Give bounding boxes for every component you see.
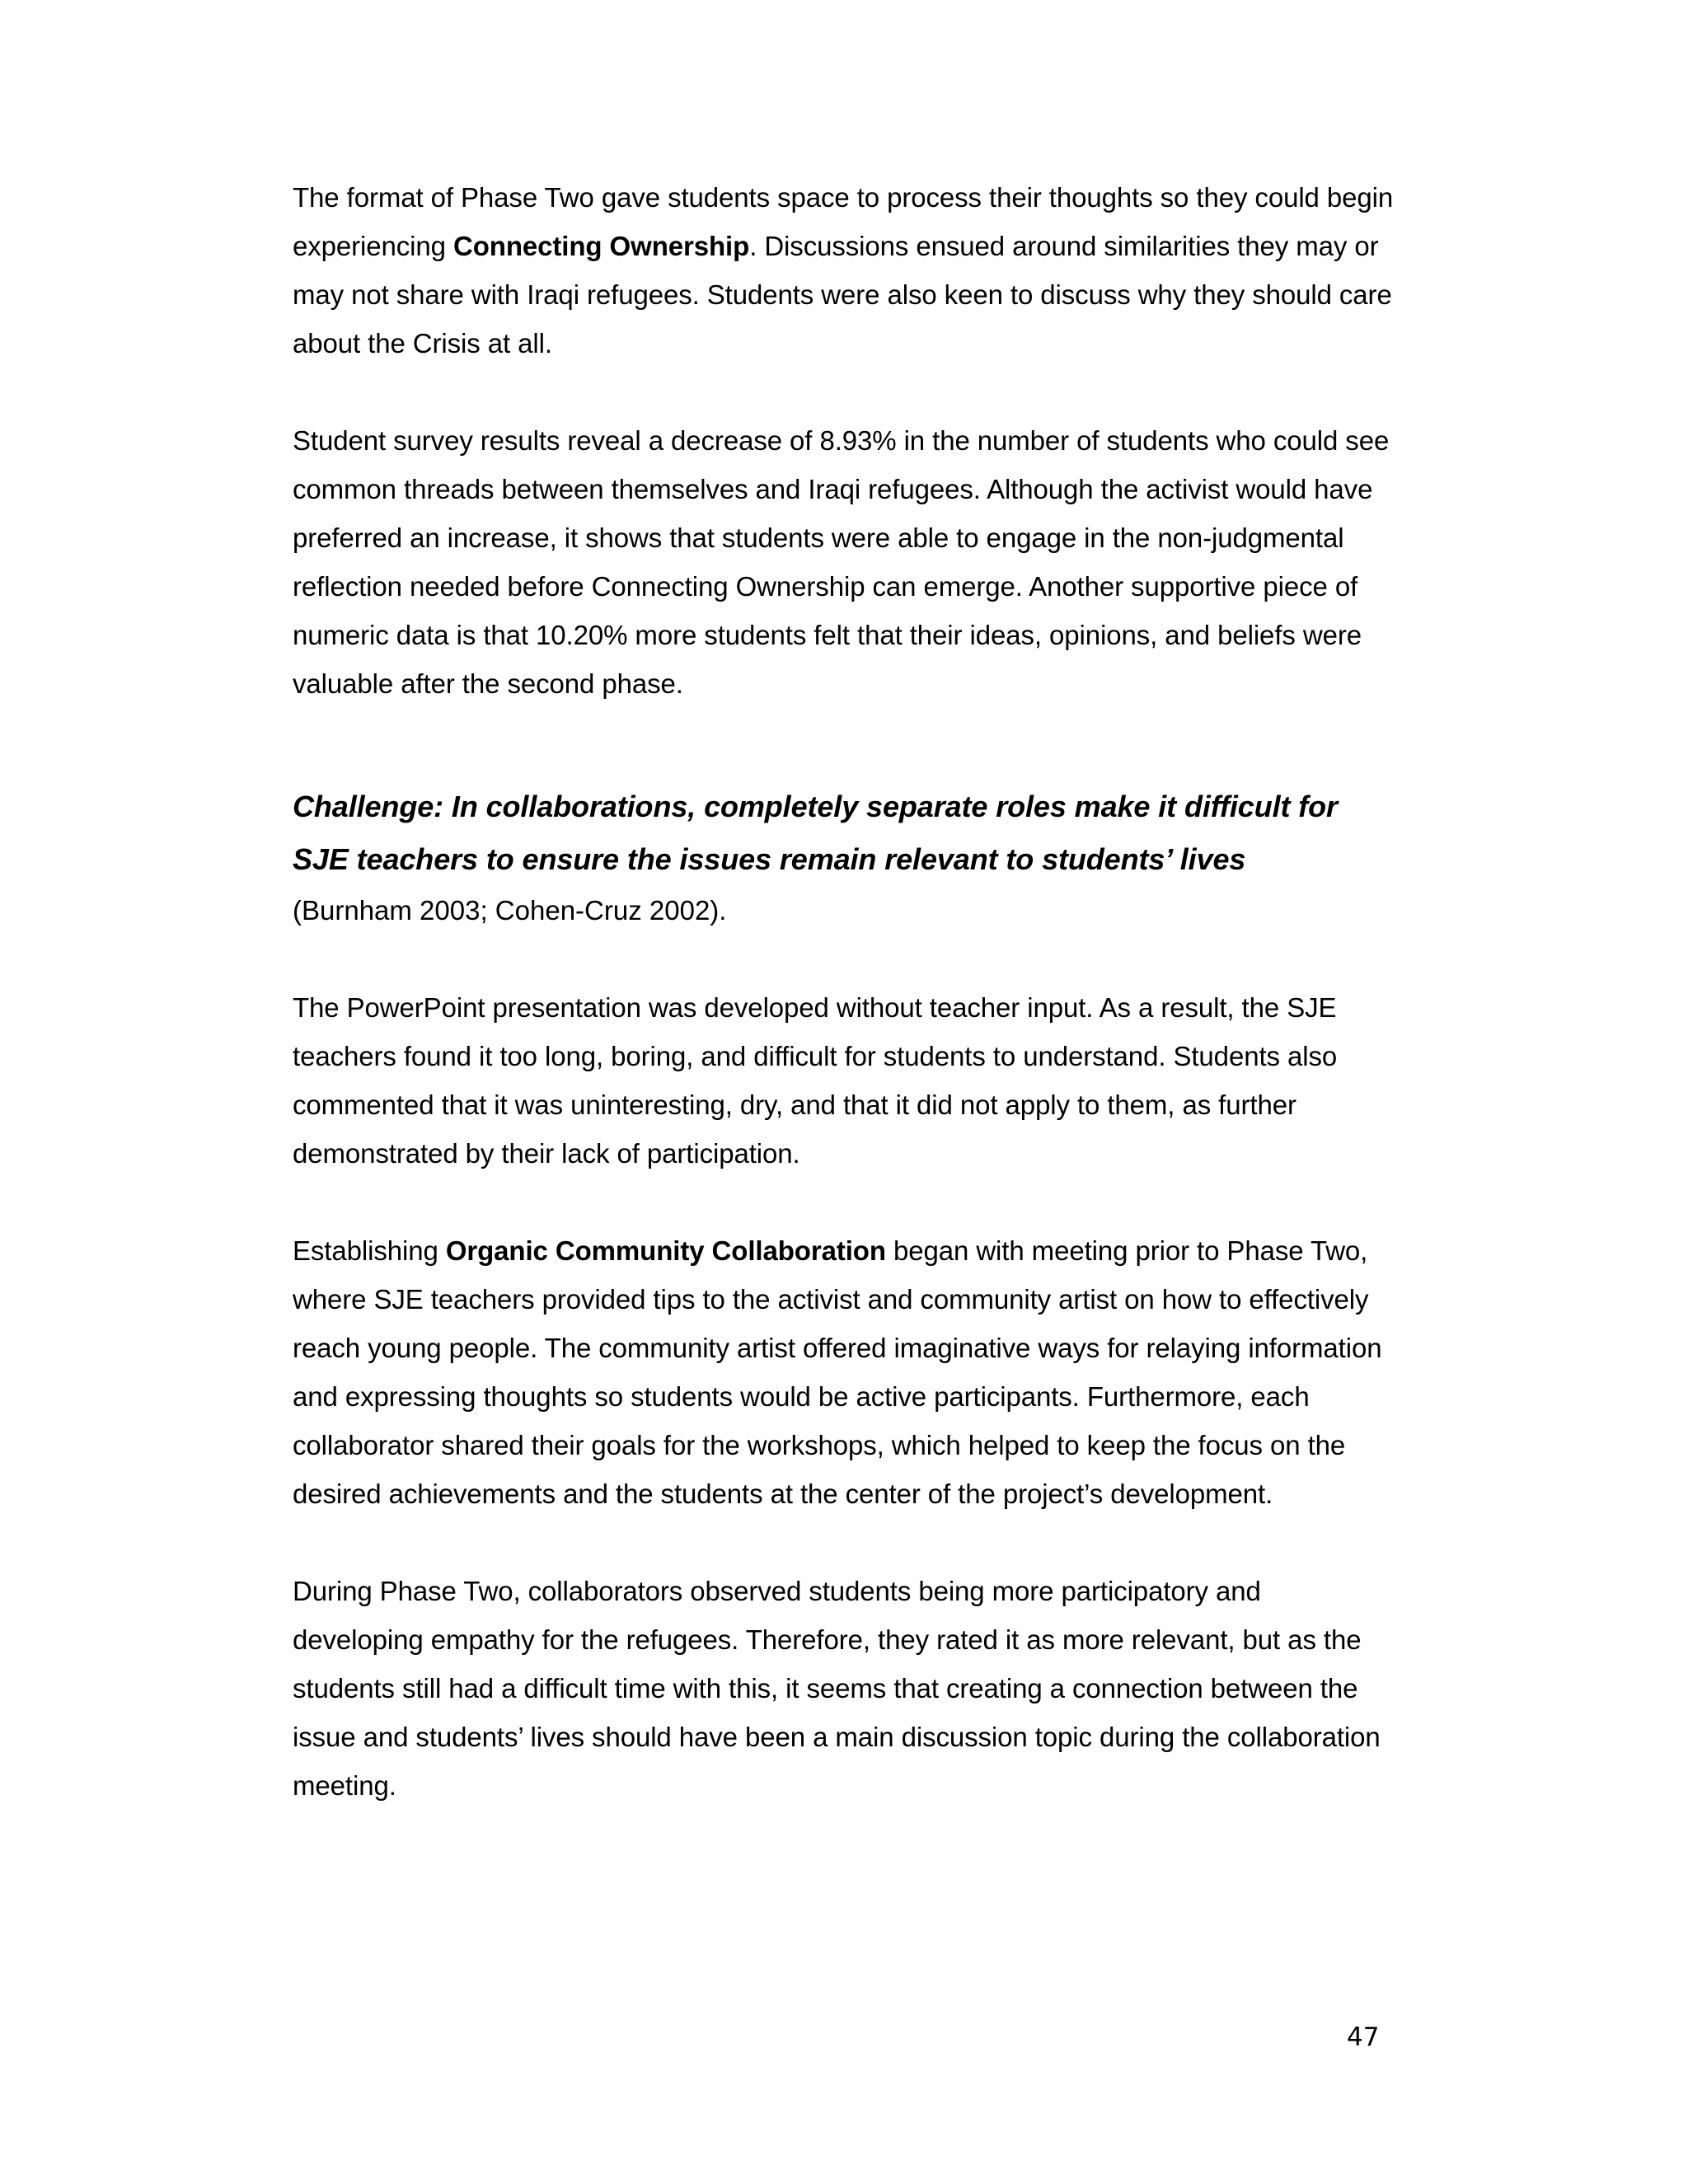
term-connecting-ownership: Connecting Ownership: [453, 231, 750, 261]
paragraph-collaboration: Establishing Organic Community Collaboration began with meeting prior to Phase Two, where SJE teachers provided tips to the activist and community artist on how to effectively reach young people. The community artist offered imaginative ways for relaying information and expressing thoughts so students would be active participants. Furthermore, each collaborator shared their goals for the workshops, which helped to keep the focus on the desired achievements and the students at the center of the project’s development.: [293, 1235, 1382, 1509]
challenge-heading: Challenge: In collaborations, completely separate roles make it difficult for SJE teachers to ensure the issues remain relevant to students’ lives: [293, 790, 1338, 876]
paragraph-phase-two-observations: During Phase Two, collaborators observed students being more participatory and developing empathy for the refugees. Therefore, they rated it as more relevant, but as the students still had a difficult time with this, it seems that creating a connection between the issue and students’ lives should have been a main discussion topic during the collaboration meeting.: [293, 1576, 1381, 1801]
challenge-citation: (Burnham 2003; Cohen-Cruz 2002).: [293, 895, 727, 926]
paragraph-phase-two-format: The format of Phase Two gave students space to process their thoughts so they could begin experiencing Connecting Ownership. Discussions ensued around similarities they may or may not share with Iraqi refugees. Students were also keen to discuss why they should care about the Crisis at all.: [293, 182, 1394, 359]
page-number: 47: [1347, 2022, 1380, 2052]
paragraph-powerpoint: The PowerPoint presentation was developed without teacher input. As a result, the SJE teachers found it too long, boring, and difficult for students to understand. Students also commented that it was uninteresting, dry, and that it did not apply to them, as further demonstrated by their lack of participation.: [293, 992, 1338, 1169]
challenge-section: [293, 780, 1397, 935]
term-organic-community-collaboration: Organic Community Collaboration: [445, 1235, 886, 1266]
page-content: [293, 173, 1397, 1858]
paragraph-survey-results: Student survey results reveal a decrease of 8.93% in the number of students who could see common threads between themselves and Iraqi refugees. Although the activist would have preferred an increase, it shows that students were able to engage in the non-judgmental reflection needed before Connecting Ownership can emerge. Another supportive piece of numeric data is that 10.20% more students felt that their ideas, opinions, and beliefs were valuable after the second phase.: [293, 425, 1390, 699]
